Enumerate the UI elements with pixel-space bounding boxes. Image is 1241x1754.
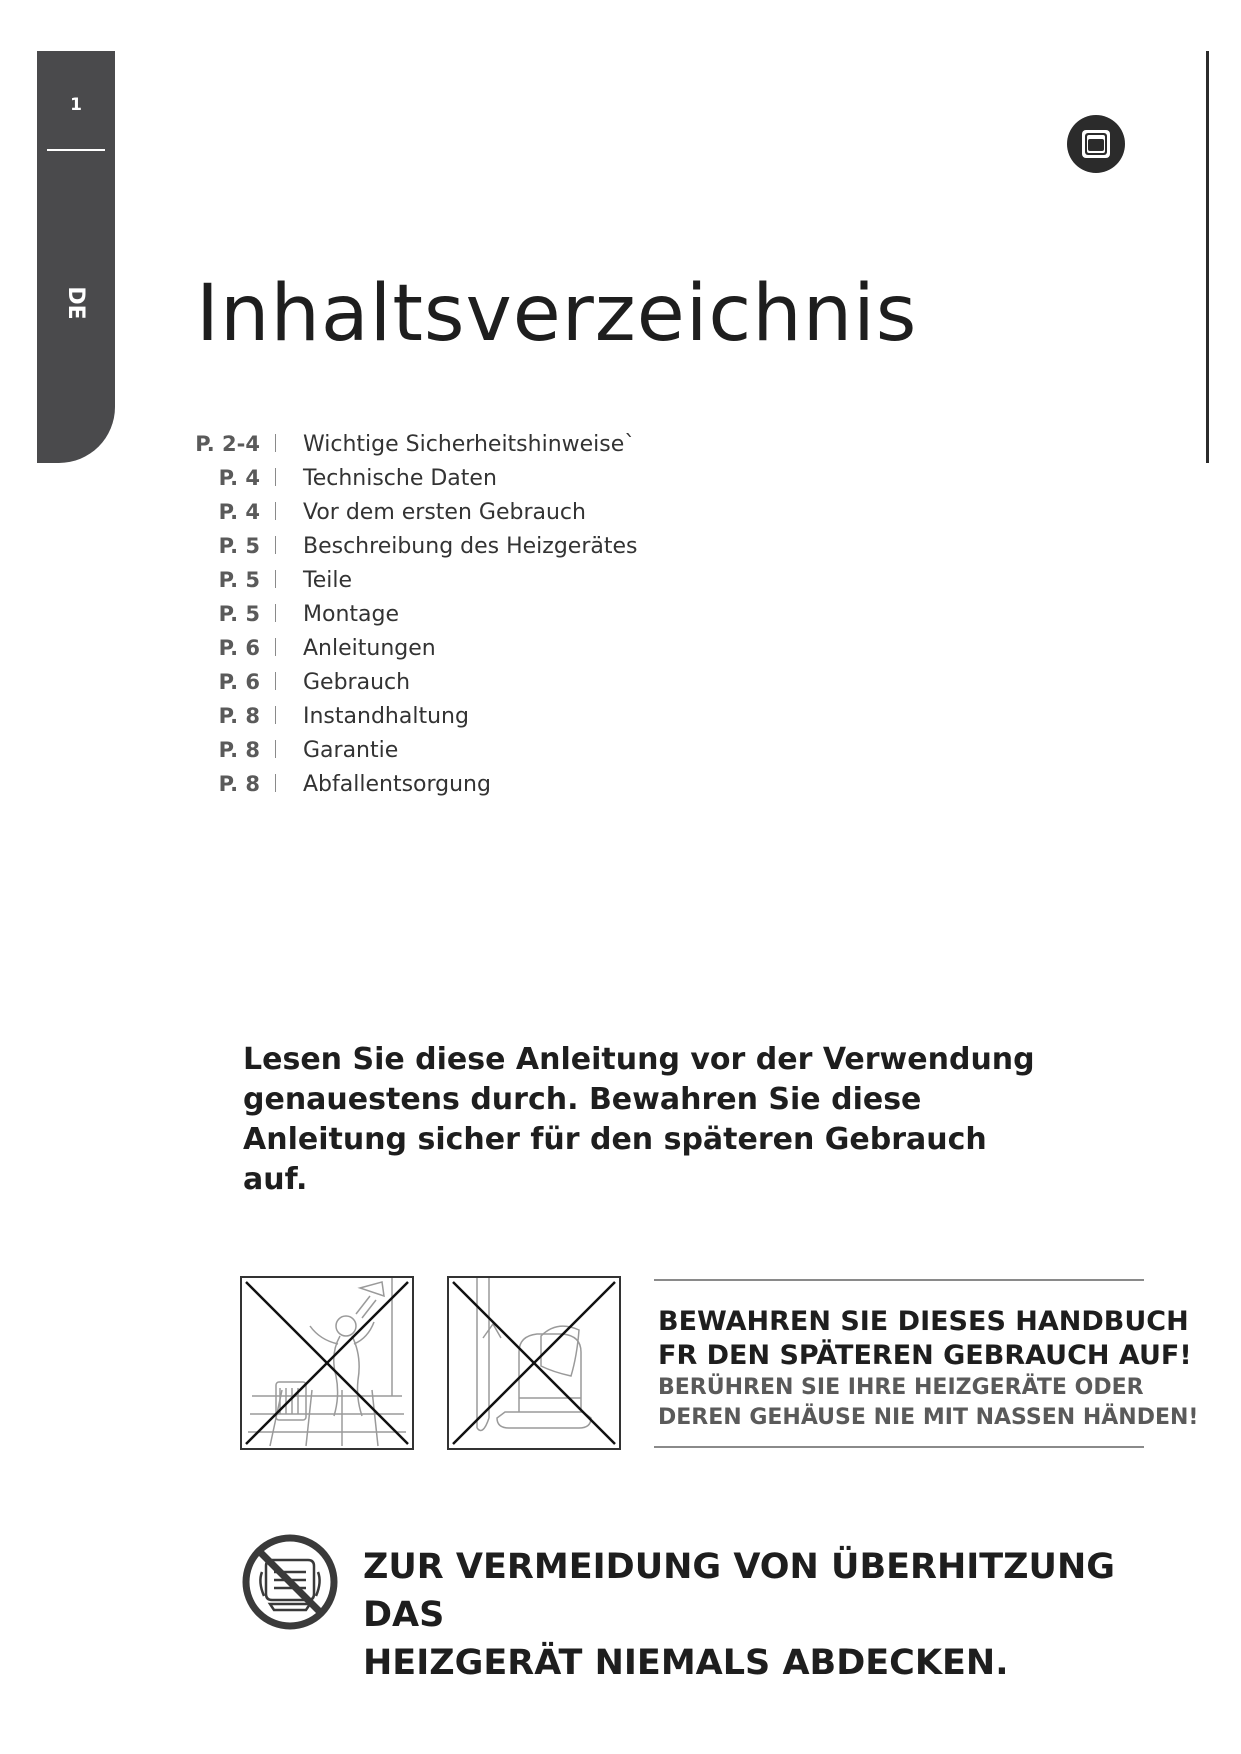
warning-text-line: DEREN GEHÄUSE NIE MIT NASSEN HÄNDEN!: [658, 1405, 1199, 1430]
warning-text-line: HEIZGERÄT NIEMALS ABDECKEN.: [363, 1643, 1009, 1683]
toc-row[interactable]: [0, 602, 1241, 636]
toc-page-ref: P. 8: [218, 704, 260, 728]
toc-entry-label: Anleitungen: [303, 636, 436, 661]
toc-separator: [275, 434, 276, 452]
wet-hands-warning: [658, 1373, 1198, 1433]
toc-row[interactable]: [0, 772, 1241, 806]
toc-separator: [275, 604, 276, 622]
no-heater-in-bathroom-icon: [240, 1276, 414, 1450]
page-number: 1: [70, 95, 82, 115]
toc-entry-label: Instandhaltung: [303, 704, 469, 729]
toc-page-ref: P. 5: [218, 602, 260, 626]
language-side-tab: [37, 51, 115, 463]
toc-page-ref: P. 2-4: [195, 432, 260, 456]
do-not-cover-icon: [240, 1532, 340, 1632]
warning-text-line: FR DEN SPÄTEREN GEBRAUCH AUF!: [658, 1340, 1192, 1371]
toc-entry-label: Wichtige Sicherheitshinweise`: [303, 432, 636, 457]
toc-entry-label: Abfallentsorgung: [303, 772, 491, 797]
toc-row[interactable]: [0, 466, 1241, 500]
do-not-cover-warning: [363, 1543, 1183, 1687]
no-drying-clothes-on-heater-icon: [447, 1276, 621, 1450]
toc-row[interactable]: [0, 738, 1241, 772]
toc-row[interactable]: [0, 636, 1241, 670]
toc-separator: [275, 706, 276, 724]
toc-page-ref: P. 5: [218, 534, 260, 558]
toc-separator: [275, 502, 276, 520]
page-title: Inhaltsverzeichnis: [196, 269, 918, 359]
toc-row[interactable]: [0, 704, 1241, 738]
toc-row[interactable]: [0, 500, 1241, 534]
toc-separator: [275, 468, 276, 486]
toc-separator: [275, 638, 276, 656]
toc-row[interactable]: [0, 534, 1241, 568]
safety-warning-box: [654, 1279, 1199, 1448]
toc-row[interactable]: [0, 568, 1241, 602]
right-margin-rule: [1206, 51, 1209, 463]
toc-page-ref: P. 8: [218, 738, 260, 762]
language-code: DE: [63, 286, 88, 320]
toc-page-ref: P. 6: [218, 670, 260, 694]
rounded-square-badge-icon: [1064, 112, 1128, 176]
toc-separator: [275, 672, 276, 690]
toc-entry-label: Vor dem ersten Gebrauch: [303, 500, 586, 525]
toc-page-ref: P. 8: [218, 772, 260, 796]
toc-separator: [275, 740, 276, 758]
toc-page-ref: P. 4: [218, 466, 260, 490]
toc-separator: [275, 536, 276, 554]
read-instructions-note: Lesen Sie diese Anleitung vor der Verwendung genauestens durch. Bewahren Sie diese Anleitung sicher für den späteren Gebrauch auf.: [243, 1042, 1035, 1197]
toc-entry-label: Teile: [303, 568, 352, 593]
toc-entry-label: Gebrauch: [303, 670, 411, 695]
warning-text-line: BEWAHREN SIE DIESES HANDBUCH: [658, 1306, 1189, 1337]
toc-entry-label: Technische Daten: [303, 466, 497, 491]
toc-entry-label: Garantie: [303, 738, 399, 763]
toc-row[interactable]: [0, 432, 1241, 466]
toc-entry-label: Beschreibung des Heizgerätes: [303, 534, 638, 559]
toc-entry-label: Montage: [303, 602, 399, 627]
warning-text-line: BERÜHREN SIE IHRE HEIZGERÄTE ODER: [658, 1375, 1144, 1400]
toc-page-ref: P. 4: [218, 500, 260, 524]
table-of-contents: [0, 432, 1241, 806]
toc-row[interactable]: [0, 670, 1241, 704]
toc-separator: [275, 570, 276, 588]
toc-page-ref: P. 6: [218, 636, 260, 660]
toc-page-ref: P. 5: [218, 568, 260, 592]
warning-text-line: ZUR VERMEIDUNG VON ÜBERHITZUNG DAS: [363, 1547, 1115, 1635]
side-tab-divider: [47, 149, 105, 151]
keep-manual-warning: [658, 1305, 1192, 1373]
toc-separator: [275, 774, 276, 792]
